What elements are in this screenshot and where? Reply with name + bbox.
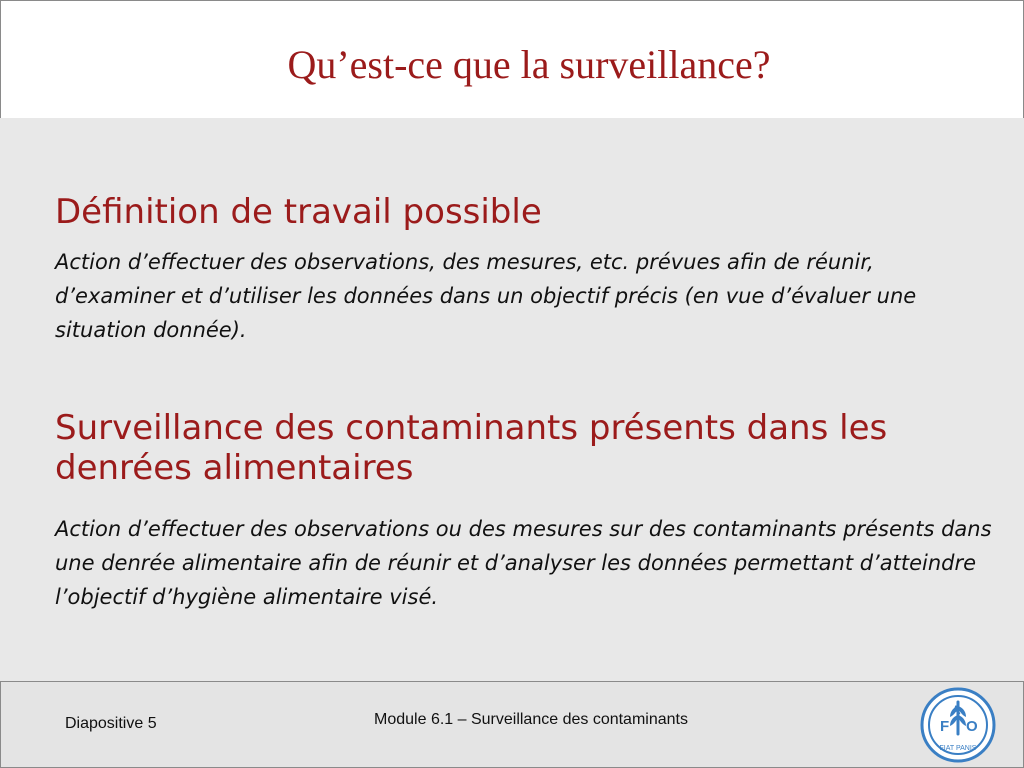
section-heading-definition: Définition de travail possible: [55, 192, 542, 232]
title-bar: [0, 0, 1024, 119]
slide-number: Diapositive 5: [65, 715, 157, 732]
logo-letter-f: F: [940, 718, 950, 735]
slide-title: Qu’est-ce que la surveillance?: [287, 42, 771, 87]
logo-letter-o: O: [966, 718, 978, 735]
section-heading-food-contaminants: Surveillance des contaminants présents dans les denrées alimentaires: [55, 408, 888, 488]
fao-logo-icon: [919, 686, 997, 764]
section-text-food-contaminants: Action d’effectuer des observations ou des mesures sur des contaminants présents dans une denrée alimentaire afin de réunir et d’analyser les données permettant d’atteindre l’objectif d’hygiène alimentaire visé.: [55, 517, 992, 609]
footer-bar: [0, 681, 1024, 768]
module-label: Module 6.1 – Surveillance des contaminants: [374, 711, 688, 728]
section-text-definition: Action d’effectuer des observations, des mesures, etc. prévues afin de réunir, d’examiner et d’utiliser les données dans un objectif précis (en vue d’évaluer une situation donnée).: [55, 250, 917, 342]
logo-letter-a: A: [952, 703, 961, 717]
slide-body: [0, 118, 1024, 681]
logo-motto: FIAT PANIS: [939, 745, 977, 752]
